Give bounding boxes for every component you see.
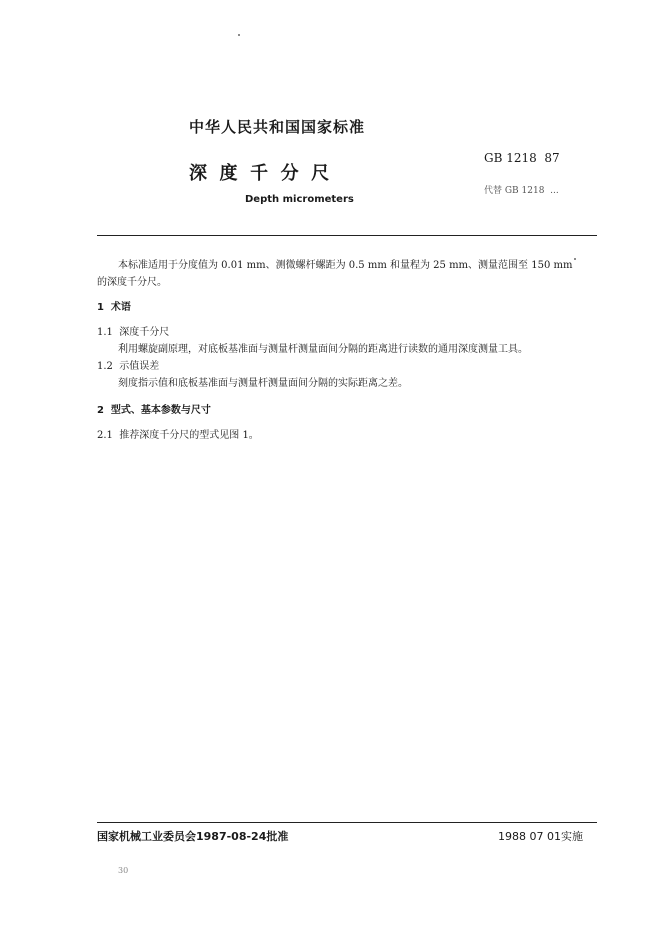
replaces-note: 代替 GB 1218 ... xyxy=(484,186,559,196)
term-1-1-label: 1.1 深度千分尺 xyxy=(97,327,170,338)
footer-rule xyxy=(97,822,597,823)
document-title: 深 度 千 分 尺 xyxy=(189,163,330,184)
header-rule xyxy=(97,235,597,236)
section-1-heading: 1 术语 xyxy=(97,302,131,313)
intro-line-2: 的深度千分尺。 xyxy=(97,277,167,288)
term-1-1-definition: 利用螺旋副原理，对底板基准面与测量杆测量面间分隔的距离进行读数的通用深度测量工具。 xyxy=(118,344,528,355)
term-1-2-definition: 刻度指示值和底板基准面与测量杆测量面间分隔的实际距离之差。 xyxy=(118,378,408,389)
clause-2-1: 2.1 推荐深度千分尺的型式见图 1。 xyxy=(97,430,259,441)
term-1-2-label: 1.2 示值误差 xyxy=(97,361,160,372)
scan-speck xyxy=(574,258,576,260)
scan-speck xyxy=(238,34,240,36)
approval-note: 国家机械工业委员会1987-08-24批准 xyxy=(97,830,289,843)
standard-code: GB 1218 87 xyxy=(484,151,560,165)
intro-line-1: 本标准适用于分度值为 0.01 mm、测微螺杆螺距为 0.5 mm 和量程为 25 mm、测量范围至 150 mm xyxy=(118,260,573,271)
section-2-heading: 2 型式、基本参数与尺寸 xyxy=(97,405,211,416)
agency-title: 中华人民共和国国家标准 xyxy=(189,118,366,136)
effective-date: 1988 07 01实施 xyxy=(498,830,583,843)
english-title: Depth micrometers xyxy=(245,194,354,205)
page-number: 30 xyxy=(118,866,129,875)
